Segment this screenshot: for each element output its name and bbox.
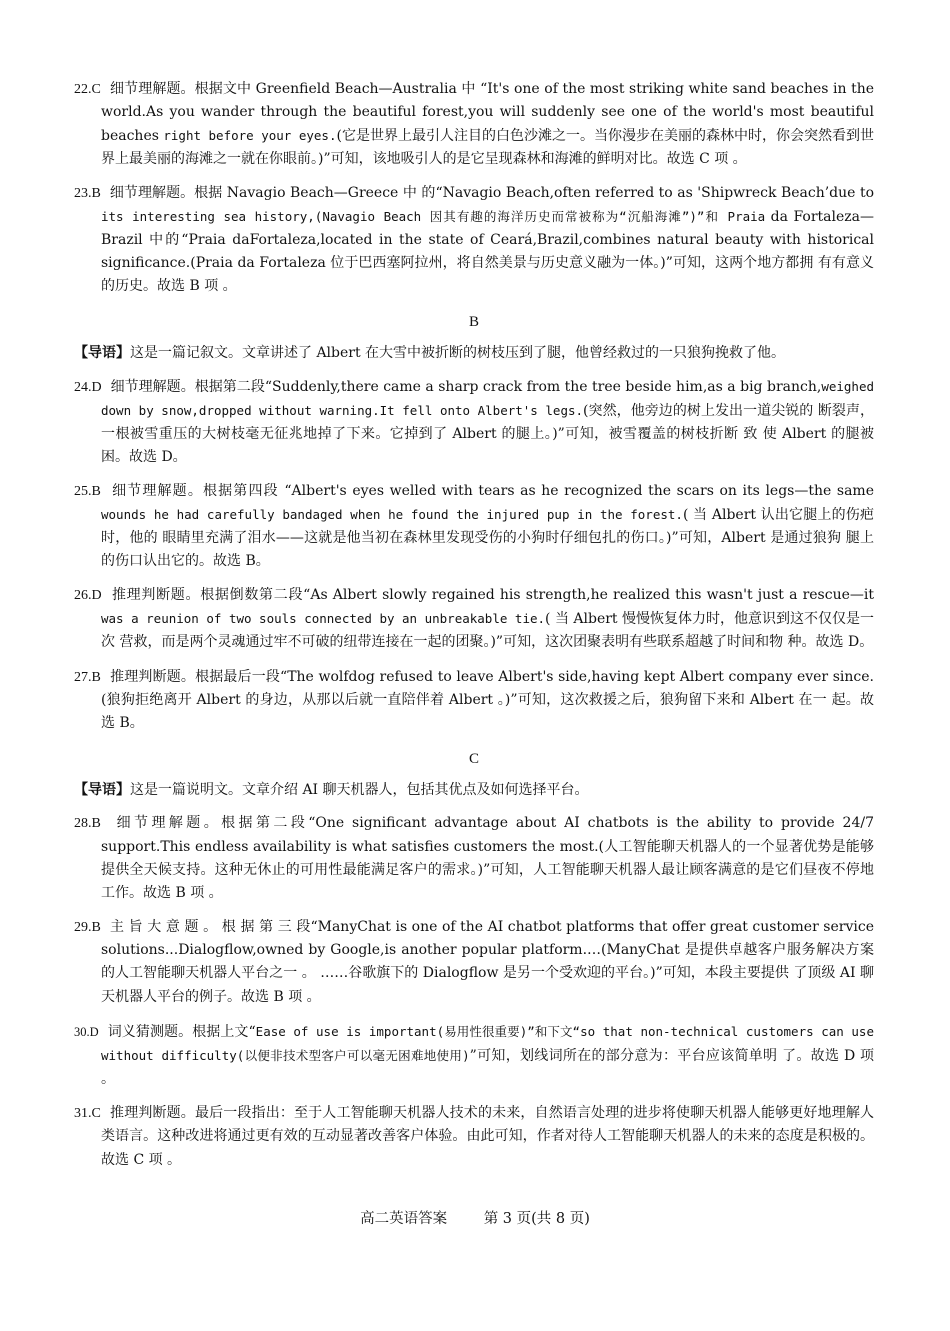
section-heading-c: C: [468, 751, 479, 767]
section-heading-b: B: [468, 314, 479, 330]
answer-31: 31.C 推理判断题。最后一段指出：至于人工智能聊天机器人技术的未来，自然语言处理的进步将使聊天机器人能够更好地理解人类语言。这种改进将通过更有效的互动显著改善客户体验。由此可知，作者对待人工智能聊天机器人的未来的态度是积极的。故选 C 项 。: [74, 1105, 874, 1168]
answer-24: 24.D 细节理解题。根据第二段“Suddenly,there came a sharp crack from the tree beside him,as a big branch,weighed down by snow,dropped without warning.It fell onto Albert's legs.(突然，他旁边的树上发出一道尖锐的 断裂声， 一根被雪重压的大树枝毫无征兆地掉了下来。它掉到了 Albert 的腿上。)”可知，被雪覆盖的树枝折断 致 使 Albert 的腿被困。故选 D。: [74, 379, 874, 465]
answer-25: 25.B 细节理解题。根据第四段 “Albert's eyes welled with tears as he recognized the scars on its legs—the same wounds he had carefully bandaged when he found the injured pup in the forest.( 当 Albert 认出它腿上的伤疤时，他的 眼睛里充满了泪水——这就是他当初在森林里发现受伤的小狗时仔细包扎的伤口。)”可知，Albert 是通过狼狗 腿上的伤口认出它的。故选 B。: [74, 483, 874, 569]
answer-22: 22.C 细节理解题。根据文中 Greenfield Beach—Australia 中 “It's one of the most striking white sand beaches in the world.As you wander through the beautiful forest,you will suddenly see one of the world's most beautiful beaches right before your eyes.(它是世界上最引人注目的白色沙滩之一。当你漫步在美丽的森林中时，你会突然看到世 界上最美丽的海滩之一就在你眼前。)”可知，该地吸引人的是它呈现森林和海滩的鲜明对比。故选 C 项 。: [74, 81, 875, 167]
answer-28: 28.B 细节理解题。根据第二段“One significant advantage about AI chatbots is the ability to provide 24/7 support.This endless availability is what satisfies customers the most.(人工智能聊天机器人的一个显著优势是能够提供全天候支持。这种无休止的可用性最能满足客户的需求。)”可知，人工智能聊天机器人最让顾客满意的是它们昼夜不停地工作。故选 B 项 。: [74, 815, 874, 901]
answer-29: 29.B 主 旨 大 意 题 。 根 据 第 三 段“ManyChat is one of the AI chatbot platforms that offer great customer service solutions...Dialogflow,owned by Google,is another popular platform.…(ManyChat 是提供卓越客户服务解决方案 的人工智能聊天机器人平台之一 。 ……谷歌旗下的 Dialogflow 是另一个受欢迎的平台。)”可知，本段主要提供 了顶级 AI 聊天机器人平台的例子。故选 B 项 。: [74, 919, 874, 1005]
answer-23: 23.B 细节理解题。根据 Navagio Beach—Greece 中 的“Navagio Beach,often referred to as 'Shipwreck Beach’due to its interesting sea history,(Navagio Beach 因其有趣的海洋历史而常被称为“沉船海滩”)”和 Praia da Fortaleza—Brazil 中的“Praia daFortaleza,located in the state of Ceará,Brazil,combines natural beauty with historical significance.(Praia da Fortaleza 位于巴西塞阿拉州，将自然美景与历史意义融为一体。)”可知，这两个地方都拥 有有意义的历史。故选 B 项 。: [74, 185, 874, 294]
answer-26: 26.D 推理判断题。根据倒数第二段“As Albert slowly regained his strength,he realized this wasn't just a rescue—it was a reunion of two souls connected by an unbreakable tie.( 当 Albert 慢慢恢复体力时，他意识到这不仅仅是一次 营救，而是两个灵魂通过牢不可破的纽带连接在一起的团聚。)”可知，这次团聚表明有些联系超越了时间和物 种。故选 D。: [74, 587, 875, 650]
footer-title: 高二英语答案: [360, 1211, 448, 1227]
answer-page: [74, 78, 874, 1183]
guide-c: 【导语】这是一篇说明文。文章介绍 AI 聊天机器人，包括其优点及如何选择平台。: [74, 782, 589, 798]
page-number: 第 3 页(共 8 页): [483, 1211, 590, 1227]
answer-30: 30.D 词义猜测题。根据上文“Ease of use is important(易用性很重要)”和下文“so that non-technical customers can use without difficulty(以便非技术型客户可以毫无困难地使用)”可知，划线词所在的部分意为：平台应该简单明 了。故选 D 项 。: [74, 1024, 874, 1087]
page-footer: [0, 1207, 950, 1228]
guide-b: 【导语】这是一篇记叙文。文章讲述了 Albert 在大雪中被折断的树枝压到了腿，他曾经救过的一只狼狗挽救了他。: [74, 345, 786, 361]
answer-27: 27.B 推理判断题。根据最后一段“The wolfdog refused to leave Albert's side,having kept Albert company ever since.(狼狗拒绝离开 Albert 的身边，从那以后就一直陪伴着 Albert 。)”可知，这次救援之后，狼狗留下来和 Albert 在一 起。故选 B。: [74, 669, 874, 731]
